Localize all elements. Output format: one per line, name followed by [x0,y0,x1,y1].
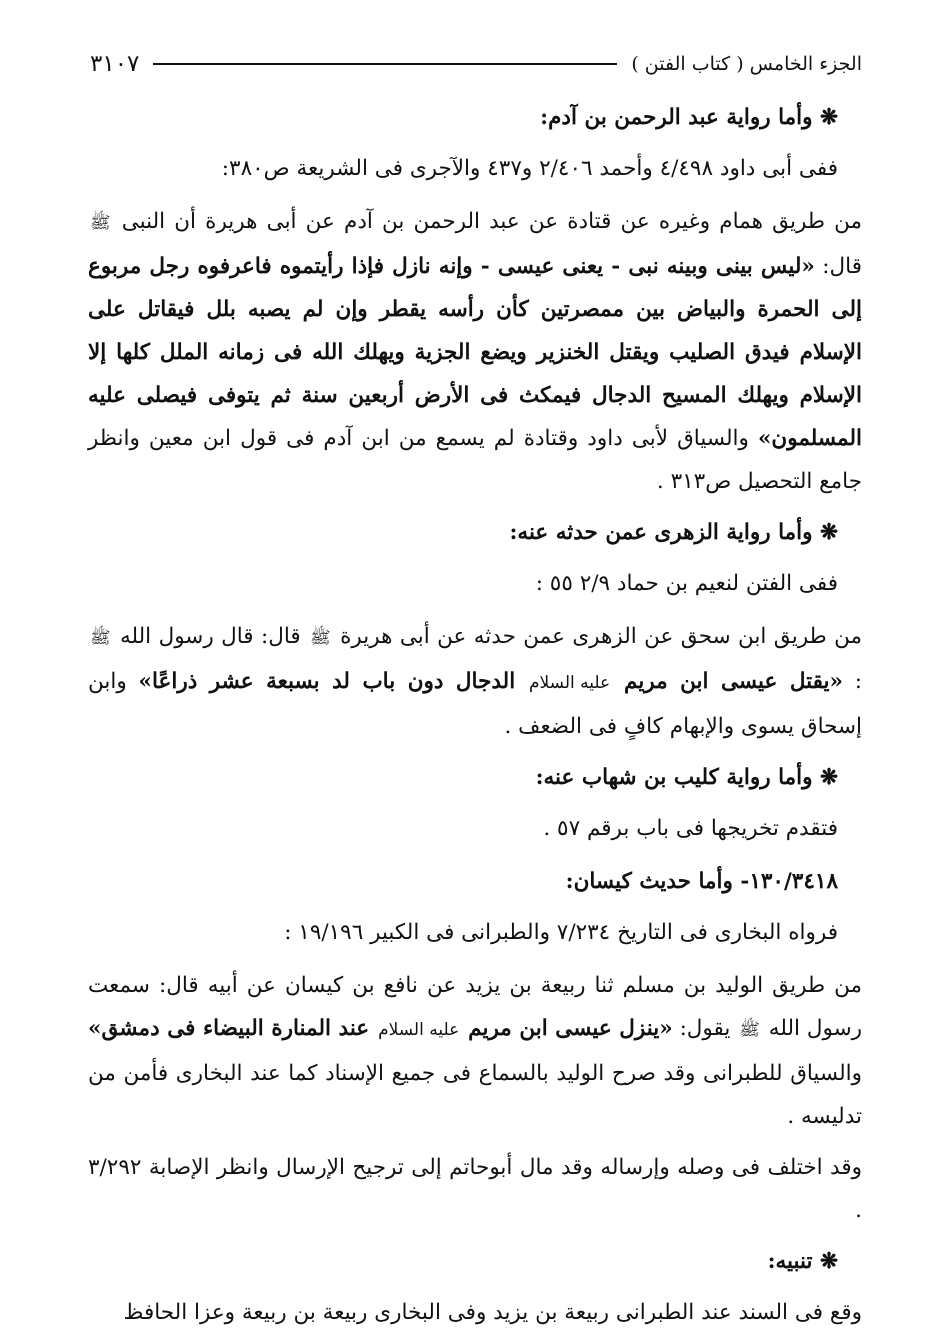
hadith-text: عند المنارة البيضاء فى دمشق» [88,1016,370,1041]
text-run: : [842,669,862,694]
text-run: يقول: [672,1016,731,1041]
text-run: من طريق ابن سحق عن الزهرى عمن حدثه عن أبى هريرة [340,624,863,649]
paragraph-kaysan [88,964,862,1138]
section-heading-kulaib: ❋ وأما رواية كليب بن شهاب عنه: [535,765,838,790]
section-heading-zuhri: ❋ وأما رواية الزهرى عمن حدثه عنه: [509,520,838,545]
section-heading-kaysan: ١٣٠/٣٤١٨- وأما حديث كيسان: [565,869,838,894]
hadith-text: الدجال دون باب لد بسبعة عشر ذراعًا» [138,669,516,694]
text-run: وابن إسحاق يسوى والإبهام كافٍ فى الضعف . [88,669,862,739]
text-run: والسياق لأبى داود وقتادة لم يسمع من ابن آدم فى قول ابن معين وانظر جامع التحصيل ص٣١٣ . [88,426,862,494]
text-run: والسياق للطبرانى وقد صرح الوليد بالسماع فى جميع الإسناد كما عند البخارى فأمن من تدليسه . [88,1061,862,1129]
paragraph-zuhri [88,615,862,748]
hadith-text: «يقتل عيسى ابن مريم [624,669,843,694]
hadith-text: «ليس بينى وبينه نبى - يعنى عيسى - وإنه نازل فإذا رأيتموه فاعرفوه رجل مربوع إلى الحمرة والبياض بين ممصرتين كأن رأسه يقطر وإن لم يصبه بلل فيقاتل على الإسلام فيدق الصليب ويقتل الخنزير ويضع الجزية ويهلك الله فى زمانه الملل كلها إلا الإسلام ويهلك المسيح الدجال فيمكث فى الأرض أربعين سنة ثم يتوفى فيصلى عليه المسلمون» [88,254,862,451]
source-line-kulaib: فتقدم تخريجها فى باب برقم ٥٧ . [543,816,838,841]
paragraph-note: وقع فى السند عند الطبرانى ربيعة بن يزيد وفى البخارى ربيعة بن ربيعة وعزا الحافظ [123,1300,862,1325]
text-run: من طريق الوليد بن مسلم ثنا ربيعة بن يزيد عن نافع بن كيسان عن أبيه قال: سمعت رسول الله [88,973,863,1041]
page-header [90,46,862,82]
running-title: الجزء الخامس ( كتاب الفتن ) [631,53,862,75]
header-rule [153,63,617,65]
honorific-glyph: عليه السلام [529,673,611,693]
section-heading-note: ❋ تنبيه: [767,1249,838,1274]
text-run: قال: قال رسول الله [119,624,301,649]
honorific-glyph: ﷺ [90,213,111,233]
source-line-kaysan: فرواه البخارى فى التاريخ ٧/٢٣٤ والطبرانى فى الكبير ١٩/١٩٦ : [284,920,838,945]
hadith-text: «ينزل عيسى ابن مريم [468,1016,673,1041]
paragraph-abdulrahman [88,200,862,503]
honorific-glyph: ﷺ [310,628,331,648]
page-body [88,96,862,1337]
text-run: من طريق همام وغيره عن قتادة عن عبد الرحمن بن آدم عن أبى هريرة أن النبى [121,209,862,234]
source-line-zuhri: ففى الفتن لنعيم بن حماد ٢/٩ ٥٥ : [535,571,838,596]
honorific-glyph: ﷺ [90,628,111,648]
honorific-glyph: ﷺ [739,1020,760,1040]
paragraph-disagreement: وقد اختلف فى وصله وإرساله وقد مال أبوحاتم إلى ترجيح الإرسال وانظر الإصابة ٣/٢٩٢ . [88,1155,862,1223]
page-number: ٣١٠٧ [90,51,140,77]
text-run: قال: [814,254,862,279]
source-line-abdulrahman: ففى أبى داود ٤/٤٩٨ وأحمد ٢/٤٠٦ و٤٣٧ والآجرى فى الشريعة ص٣٨٠: [221,156,838,181]
honorific-glyph: عليه السلام [378,1020,460,1040]
section-heading-abdulrahman: ❋ وأما رواية عبد الرحمن بن آدم: [540,105,838,130]
